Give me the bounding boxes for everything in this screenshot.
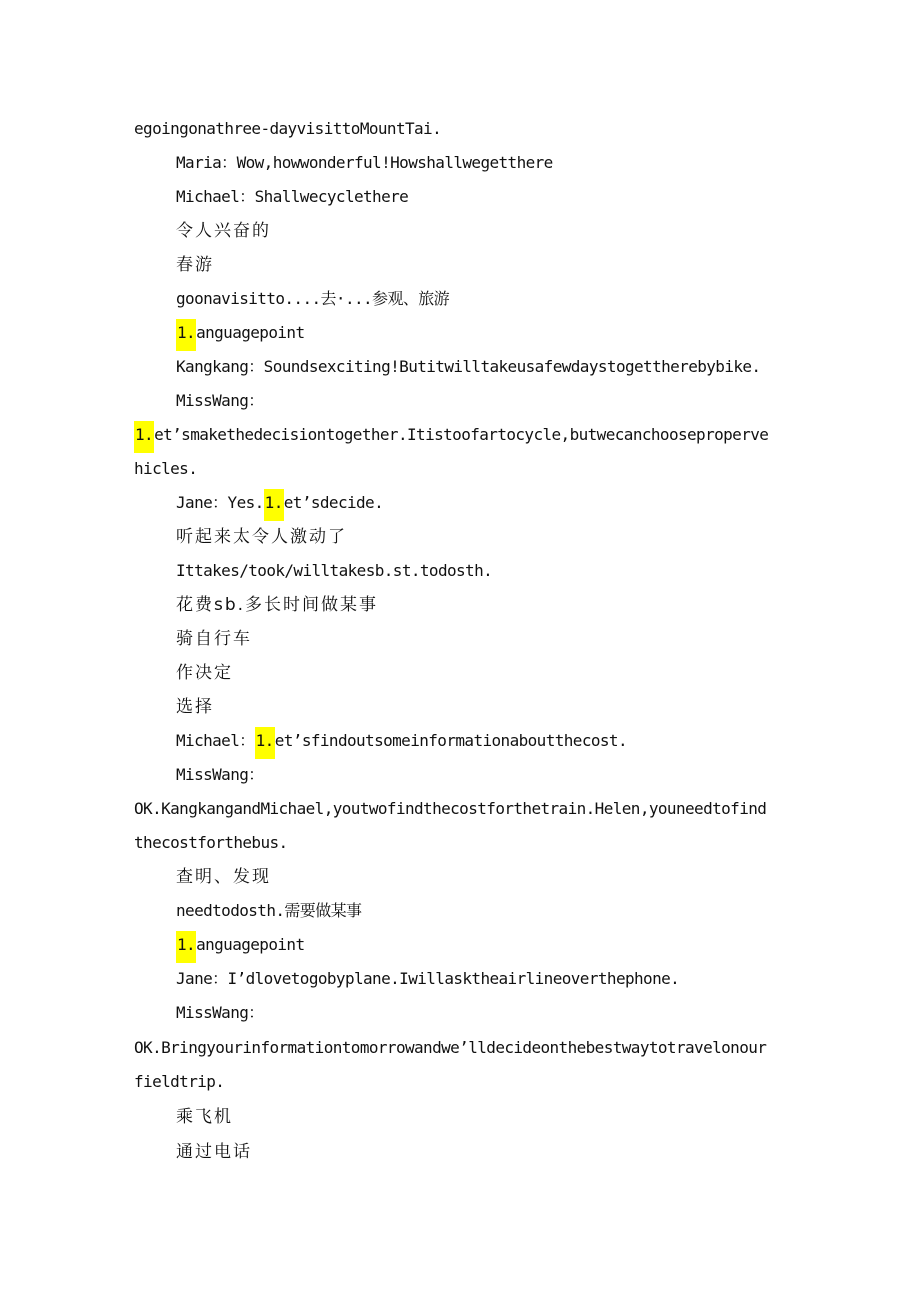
highlight-mark: 1. — [255, 727, 275, 759]
text-line: 花费sb.多长时间做某事 — [176, 595, 379, 615]
line-prefix: Jane：Yes. — [176, 493, 264, 512]
line-prefix: Michael： — [176, 731, 255, 750]
text-line: 春游 — [176, 255, 214, 275]
text-line: 作决定 — [176, 663, 233, 683]
text-line: 骑自行车 — [176, 629, 252, 649]
line-rest: et’sdecide. — [283, 493, 384, 512]
text-line — [176, 491, 383, 521]
text-line: Michael：Shallwecyclethere — [176, 187, 409, 206]
line-rest: et’sfindoutsomeinformationaboutthecost. — [274, 731, 627, 750]
line-rest: anguagepoint — [196, 935, 305, 954]
text-line: 查明、发现 — [176, 867, 271, 887]
text-line — [176, 933, 304, 963]
highlight-mark: 1. — [134, 421, 154, 453]
text-line: 令人兴奋的 — [176, 221, 271, 241]
text-line: 通过电话 — [176, 1142, 252, 1162]
text-line — [176, 321, 304, 351]
highlight-mark: 1. — [176, 319, 196, 351]
text-line: 乘飞机 — [176, 1107, 233, 1127]
text-line: MissWang： — [176, 391, 264, 410]
text-line: egoingonathree-dayvisittoMountTai. — [134, 119, 442, 138]
text-line: 听起来太令人激动了 — [176, 527, 347, 547]
line-rest: anguagepoint — [196, 323, 305, 342]
highlight-mark: 1. — [176, 931, 196, 963]
text-line — [134, 423, 768, 453]
text-line — [176, 729, 627, 759]
line-rest: et’smakethedecisiontogether.Itistoofartocycle,butwecanchooseproperve — [154, 425, 769, 444]
text-line: MissWang： — [176, 765, 264, 784]
text-line: Maria：Wow,howwonderful!Howshallwegetthere — [176, 153, 553, 172]
text-line: needtodosth.需要做某事 — [176, 901, 362, 920]
text-line: fieldtrip. — [134, 1072, 225, 1091]
text-line: Kangkang：Soundsexciting!Butitwilltakeusafewdaystogettherebybike. — [176, 357, 761, 376]
text-line: OK.KangkangandMichael,youtwofindthecostforthetrain.Helen,youneedtofind — [134, 799, 767, 818]
text-line: 选择 — [176, 697, 214, 717]
text-line: hicles. — [134, 459, 198, 478]
text-line: Jane：I’dlovetogobyplane.Iwillasktheairlineoverthephone. — [176, 969, 680, 988]
text-line: MissWang： — [176, 1003, 264, 1022]
text-line: thecostforthebus. — [134, 833, 288, 852]
text-line: goonavisitto....去·...参观、旅游 — [176, 289, 450, 308]
highlight-mark: 1. — [264, 489, 284, 521]
text-line: Ittakes/took/willtakesb.st.todosth. — [176, 561, 493, 580]
text-line: OK.Bringyourinformationtomorrowandwe’lldecideonthebestwaytotravelonour — [134, 1038, 767, 1057]
